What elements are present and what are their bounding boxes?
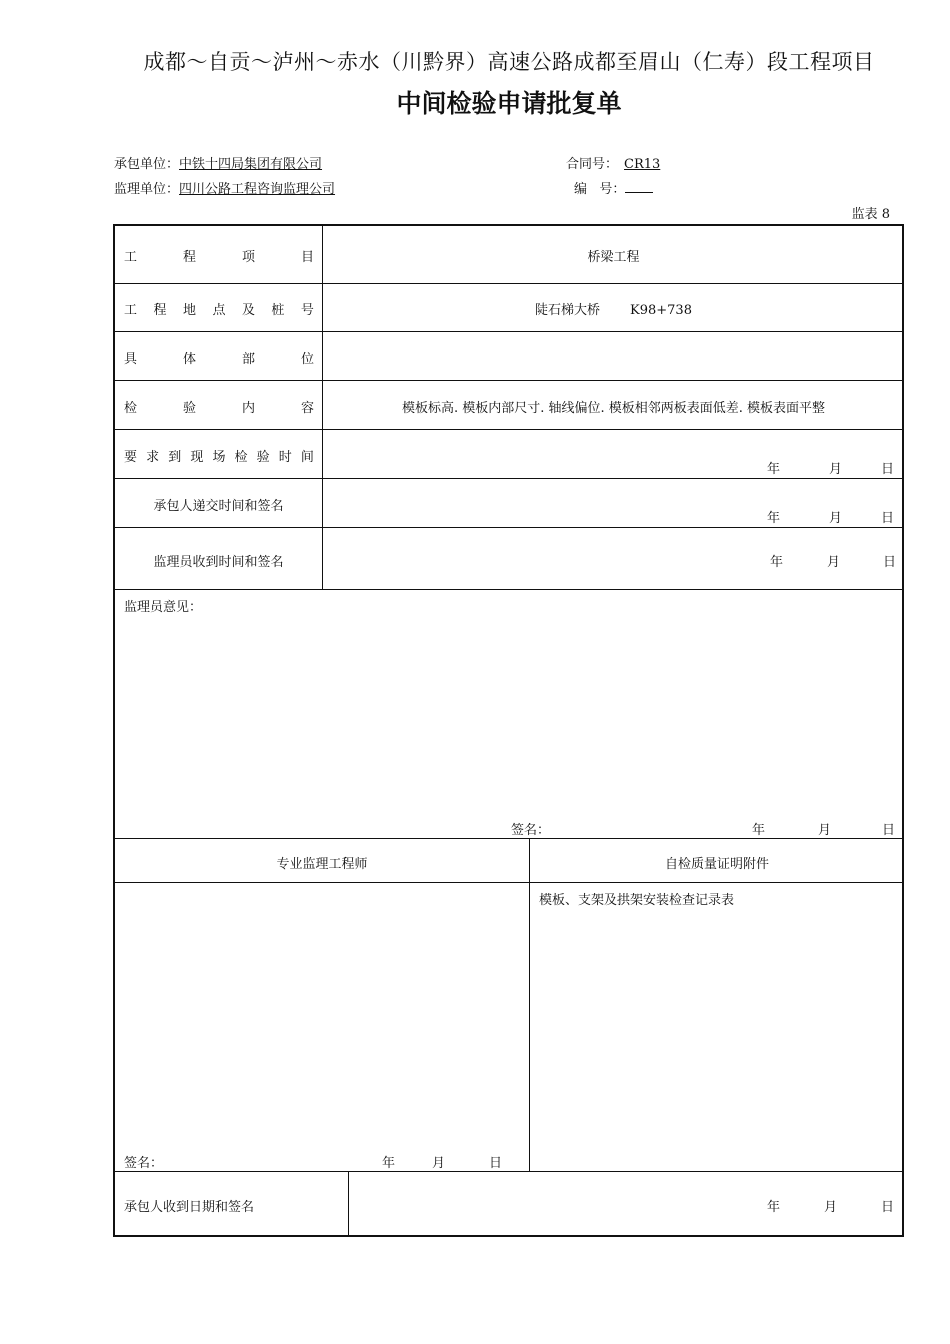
content-value: 模板标高. 模板内部尺寸. 轴线偏位. 模板相邻两板表面低差. 模板表面平整 (401, 401, 826, 416)
contract-no-line (566, 153, 666, 172)
contractor-line (114, 153, 322, 172)
opinion-date[interactable]: 年 月 日 (752, 823, 896, 838)
submit-label: 承包人递交时间和签名 (153, 499, 284, 514)
attachment-item: 模板、支架及拱架安装检查记录表 (539, 893, 735, 908)
supervisor-value: 四川公路工程咨询监理公司 (179, 182, 336, 197)
opinion-label: 监理员意见： (124, 600, 203, 615)
engineer-date[interactable]: 年 月 日 (382, 1156, 503, 1171)
location-label: 工 程 地 点 及 桩 号 (124, 303, 314, 318)
serial-no-line (574, 178, 653, 197)
form-table (113, 224, 904, 1237)
location-station: K98+738 (630, 303, 692, 318)
contractor-receipt-date[interactable]: 年 月 日 (767, 1200, 895, 1215)
receive-date[interactable]: 年 月 日 (770, 555, 897, 570)
project-title: 成都～自贡～泸州～赤水（川黔界）高速公路成都至眉山（仁寿）段工程项目 (143, 50, 875, 74)
contract-no-value: CR13 (624, 157, 661, 172)
content-label: 检 验 内 容 (124, 401, 314, 416)
project-item-label: 工 程 项 目 (124, 250, 314, 265)
onsite-time-label: 要 求 到 现 场 检 验 时 间 (124, 450, 314, 465)
part-label: 具 体 部 位 (124, 352, 314, 367)
location-value (323, 299, 904, 318)
location-bridge: 陡石梯大桥 (535, 303, 601, 318)
engineer-header: 专业监理工程师 (276, 857, 368, 872)
serial-no-blank[interactable] (625, 180, 653, 193)
submit-date[interactable]: 年 月 日 (767, 511, 895, 526)
attachment-header: 自检质量证明附件 (664, 857, 769, 872)
serial-no-label: 编 号： (574, 182, 626, 197)
form-title: 中间检验申请批复单 (396, 89, 622, 118)
supervisor-label: 监理单位： (114, 182, 180, 197)
form-number: 监表 8 (851, 207, 890, 222)
project-item-value: 桥梁工程 (587, 250, 640, 265)
receive-label: 监理员收到时间和签名 (153, 555, 284, 570)
onsite-date[interactable]: 年 月 日 (767, 462, 895, 477)
opinion-sign-label: 签名： (511, 823, 551, 838)
contract-no-label: 合同号： (566, 157, 619, 172)
engineer-sign-label: 签名： (124, 1156, 164, 1171)
contractor-value: 中铁十四局集团有限公司 (179, 157, 323, 172)
supervisor-line (114, 178, 335, 197)
contractor-receipt-label: 承包人收到日期和签名 (124, 1200, 255, 1215)
contractor-label: 承包单位： (114, 157, 180, 172)
